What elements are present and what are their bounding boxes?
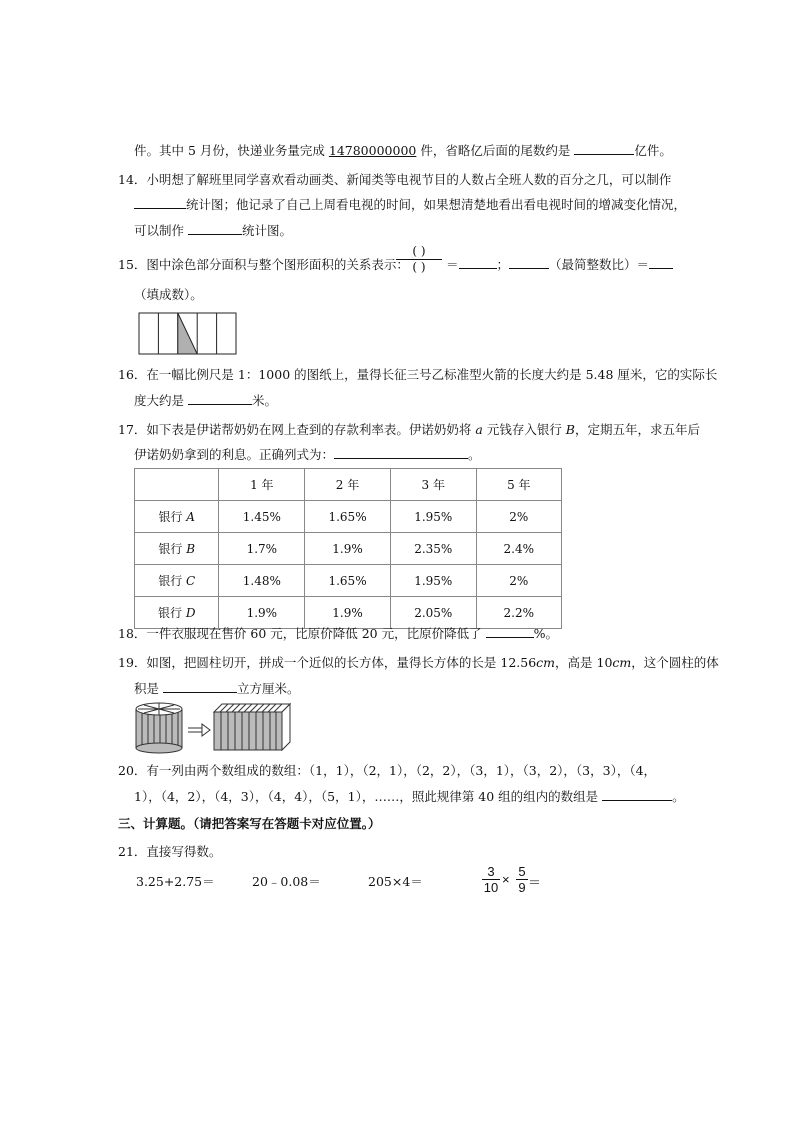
table-cell: 1.48% (219, 565, 305, 597)
table-header-cell: 1 年 (219, 469, 305, 501)
underlined-number: 14780000000 (328, 143, 417, 158)
answer-blank[interactable] (486, 625, 534, 638)
answer-blank[interactable] (602, 788, 672, 801)
table-cell: 1.65% (305, 501, 391, 533)
question-14-line3: 可以制作 统计图。 (134, 223, 292, 238)
interest-rate-table (134, 468, 562, 629)
answer-blank[interactable] (459, 256, 497, 269)
answer-blank[interactable] (649, 256, 673, 269)
cylinder-to-cuboid-figure (132, 700, 294, 756)
table-cell: 2% (476, 501, 561, 533)
answer-blank[interactable] (334, 446, 468, 459)
answer-blank[interactable] (188, 392, 252, 405)
shaded-rectangle-figure (138, 312, 238, 356)
table-header-row (135, 469, 562, 501)
text-line: 件。其中 5 月份，快递业务量完成 14780000000 件，省略亿后面的尾数约是 亿件。 (134, 143, 672, 158)
table-cell: 2.05% (390, 597, 476, 629)
question-number: 14． (118, 172, 147, 187)
question-15-answers: ＝ ； （最简整数比）＝ (446, 256, 673, 274)
bank-name-cell: 银行 B (135, 533, 219, 565)
table-cell: 1.65% (305, 565, 391, 597)
expression-1: 3.25+2.75＝ (136, 874, 215, 889)
fraction-blank[interactable]: ( ) ( ) (396, 244, 442, 275)
question-number: 16． (118, 367, 147, 382)
question-number: 17． (118, 422, 147, 437)
question-19-line2: 积是 立方厘米。 (134, 681, 300, 696)
cuboid (214, 704, 290, 750)
question-14-line2: 统计图；他记录了自己上周看电视的时间，如果想清楚地看出看电视时间的增减变化情况， (134, 196, 686, 214)
table-header-cell: 5 年 (476, 469, 561, 501)
question-number: 18． (118, 626, 147, 641)
question-number: 20． (118, 763, 147, 778)
table-cell: 2.4% (476, 533, 561, 565)
answer-blank[interactable] (188, 222, 242, 235)
table-cell: 1.7% (219, 533, 305, 565)
question-20: 20．有一列由两个数组成的数组：（1，1），（2，1），（2，2），（3，1），（3，2），（3，3），（4， (118, 763, 657, 778)
table-header-cell: 2 年 (305, 469, 391, 501)
expression-2: 20﹣0.08＝ (252, 874, 321, 889)
question-19: 19．如图，把圆柱切开，拼成一个近似的长方体，量得长方体的长是 12.56cm，高是 10cm，这个圆柱的体 (118, 655, 719, 670)
expression-3: 205×4＝ (368, 874, 423, 889)
bank-name-cell: 银行 C (135, 565, 219, 597)
question-20-line2: 1），（4，2），（4，3），（4，4），（5，1），……，照此规律第 40 组的组内的数组是 。 (134, 789, 685, 804)
question-18: 18．一件衣服现在售价 60 元，比原价降低 20 元，比原价降低了 %。 (118, 626, 558, 641)
arrow-icon (188, 724, 210, 736)
question-15: 15．图中涂色部分面积与整个图形面积的关系表示： (118, 257, 409, 272)
table-cell: 1.9% (305, 597, 391, 629)
fraction: 5 9 (516, 864, 528, 895)
table-cell: 1.45% (219, 501, 305, 533)
question-17: 17．如下表是伊诺帮奶奶在网上查到的存款利率表。伊诺奶奶将 a 元钱存入银行 B，定期五年，求五年后 (118, 422, 700, 437)
table-cell: 1.9% (305, 533, 391, 565)
table-row (135, 533, 562, 565)
table-cell: 2.35% (390, 533, 476, 565)
question-16-line2: 度大约是 米。 (134, 393, 277, 408)
question-14: 14．小明想了解班里同学喜欢看动画类、新闻类等电视节目的人数占全班人数的百分之几，可以制作 (118, 172, 672, 187)
question-21: 21．直接写得数。 (118, 844, 222, 859)
question-17-line2: 伊诺奶奶拿到的利息。正确列式为： 。 (134, 447, 481, 462)
answer-blank[interactable] (163, 680, 237, 693)
answer-blank[interactable] (509, 256, 549, 269)
section-heading: 三、计算题。（请把答案写在答题卡对应位置。） (118, 816, 381, 831)
question-number: 19． (118, 655, 147, 670)
table-row (135, 597, 562, 629)
table-header-cell (135, 469, 219, 501)
answer-blank[interactable] (574, 142, 634, 155)
table-cell: 1.95% (390, 565, 476, 597)
cylinder (136, 703, 182, 753)
answer-blank[interactable] (134, 196, 186, 209)
table-cell: 1.95% (390, 501, 476, 533)
bank-name-cell: 银行 A (135, 501, 219, 533)
table-row (135, 501, 562, 533)
table-row (135, 565, 562, 597)
question-number: 15． (118, 257, 147, 272)
bank-name-cell: 银行 D (135, 597, 219, 629)
table-cell: 1.9% (219, 597, 305, 629)
table-cell: 2.2% (476, 597, 561, 629)
question-15-line2: （填成数）。 (134, 287, 203, 302)
table-header-cell: 3 年 (390, 469, 476, 501)
table-cell: 2% (476, 565, 561, 597)
question-16: 16．在一幅比例尺是 1：1000 的图纸上，量得长征三号乙标准型火箭的长度大约是 5.48 厘米，它的实际长 (118, 367, 718, 382)
question-number: 21． (118, 844, 147, 859)
fraction: 3 10 (483, 864, 499, 895)
